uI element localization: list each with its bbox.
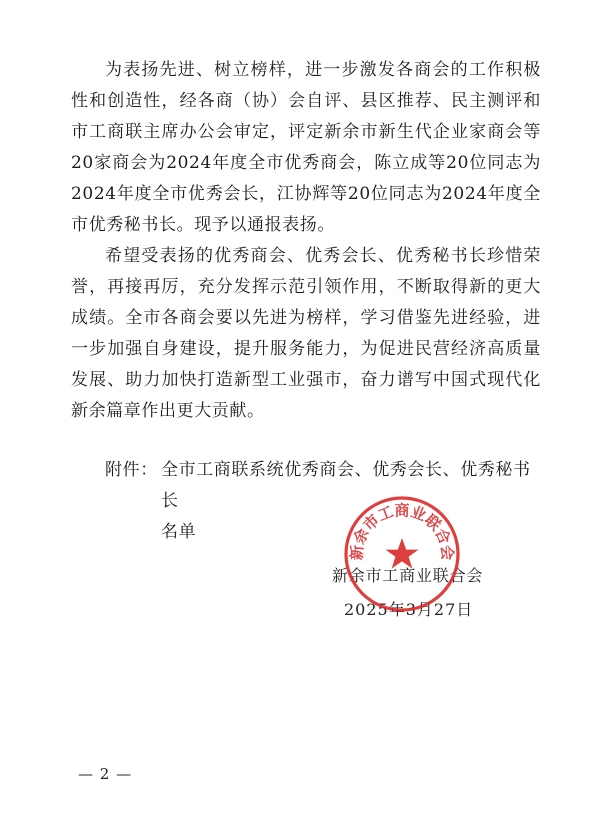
seal-text: 新余市工商业联合会	[347, 501, 457, 561]
attachment-title-continued: 名单	[161, 522, 197, 542]
page-number: — 2 —	[78, 765, 133, 783]
issue-date: 2025年3月27日	[344, 600, 474, 619]
attachment-block	[105, 455, 545, 548]
body-paragraph-1: 为表扬先进、树立榜样，进一步激发各商会的工作积极性和创造性，经各商（协）会自评、县区推荐、民主测评和市工商联主席办公会审定，评定新余市新生代企业家商会等20家商会为2024年度全市优秀商会，陈立成等20位同志为2024年度全市优秀会长，江协辉等20位同志为2024年度全市优秀秘书长。现予以通报表扬。	[71, 60, 541, 235]
body-paragraph-2: 希望受表扬的优秀商会、优秀会长、优秀秘书长珍惜荣誉，再接再厉，充分发挥示范引领作用，不断取得新的更大成绩。全市各商会要以先进为榜样，学习借鉴先进经验，进一步加强自身建设，提升服务能力，为促进民营经济高质量发展、助力加快打造新型工业强市，奋力谱写中国式现代化新余篇章作出更大贡献。	[71, 246, 541, 421]
issuer-name: 新余市工商业联合会	[332, 566, 484, 585]
official-seal-stamp	[340, 492, 464, 616]
attachment-title: 全市工商联系统优秀商会、优秀会长、优秀秘书长	[161, 460, 531, 511]
attachment-label: 附件：	[105, 460, 158, 480]
seal-star-icon	[386, 538, 419, 569]
